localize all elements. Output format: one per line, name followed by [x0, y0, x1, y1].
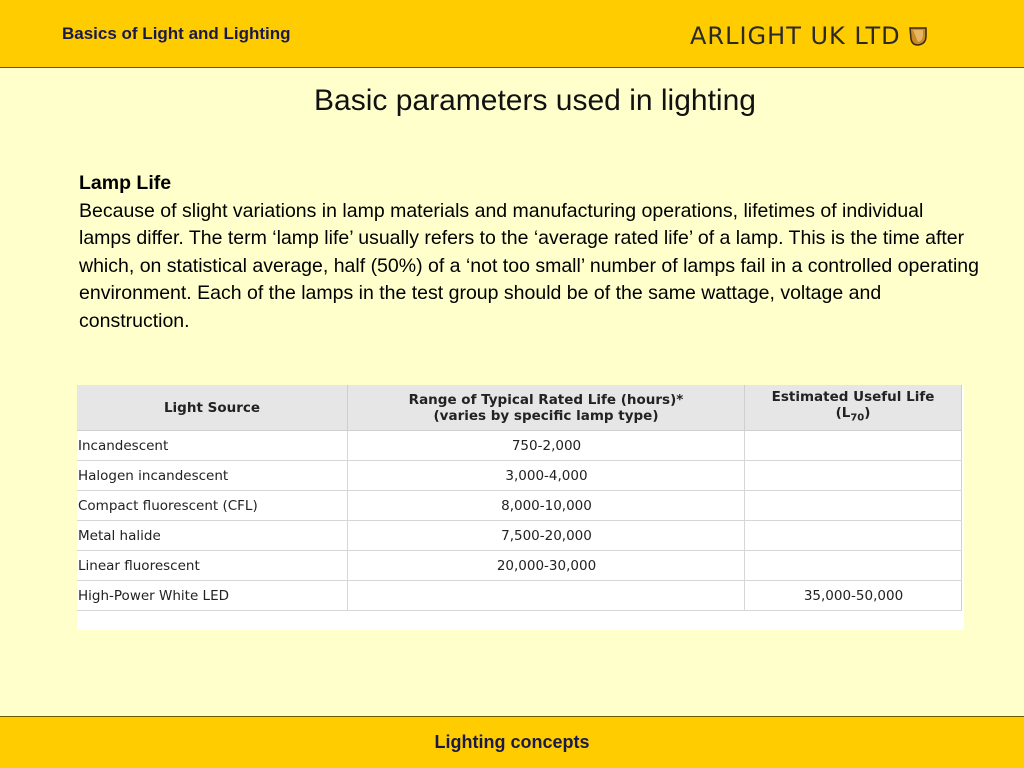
cell-useful-life: [745, 521, 962, 551]
header-band: [0, 0, 1024, 68]
lamp-life-section: [79, 170, 979, 335]
company-logo: [690, 22, 927, 50]
cell-light-source: Metal halide: [77, 521, 348, 551]
cell-rated-life: 7,500-20,000: [348, 521, 745, 551]
rated-header-line1: Range of Typical Rated Life (hours)*: [408, 391, 684, 408]
table-row: [77, 581, 962, 611]
table-row: [77, 461, 962, 491]
section-heading: Lamp Life: [79, 172, 172, 194]
table-row: [77, 551, 962, 581]
table-header-row: [77, 385, 962, 431]
table-row: [77, 431, 962, 461]
cell-useful-life: [745, 551, 962, 581]
column-header-rated-life: [348, 385, 745, 431]
cell-light-source: Incandescent: [77, 431, 348, 461]
slide-title: Basic parameters used in lighting: [314, 84, 756, 117]
bulb-logo-icon: [909, 26, 927, 46]
column-header-light-source: Light Source: [77, 385, 348, 431]
cell-light-source: Linear fluorescent: [77, 551, 348, 581]
cell-useful-life: [745, 431, 962, 461]
cell-useful-life: 35,000-50,000: [745, 581, 962, 611]
cell-rated-life: 750-2,000: [348, 431, 745, 461]
rated-header-line2: (varies by specific lamp type): [433, 407, 659, 424]
lamp-life-table: [77, 385, 962, 611]
table-row: [77, 521, 962, 551]
column-header-useful-life: [745, 385, 962, 431]
cell-light-source: Halogen incandescent: [77, 461, 348, 491]
table-row: [77, 491, 962, 521]
cell-rated-life: 20,000-30,000: [348, 551, 745, 581]
cell-rated-life: 8,000-10,000: [348, 491, 745, 521]
section-body: Because of slight variations in lamp materials and manufacturing operations, lifetimes of individual lamps differ. The term ‘lamp life’ usually refers to the ‘average rated life’ of a lamp. This is the time after which, on statistical average, half (50%) of a ‘not too small’ number of lamps fail in a controlled operating environment. Each of the lamps in the test group should be of the same wattage, voltage and construction.: [79, 199, 979, 332]
cell-useful-life: [745, 461, 962, 491]
useful-header-line1: Estimated Useful Life: [771, 388, 935, 405]
useful-header-line2: $(L_{70})$: [835, 404, 871, 424]
logo-text: ARLIGHT UK LTD: [690, 22, 901, 50]
cell-rated-life: [348, 581, 745, 611]
footer-text: Lighting concepts: [434, 732, 590, 752]
footer-band: [0, 716, 1024, 768]
cell-light-source: High-Power White LED: [77, 581, 348, 611]
lamp-life-table-container: [77, 385, 964, 630]
cell-rated-life: 3,000-4,000: [348, 461, 745, 491]
cell-light-source: Compact fluorescent (CFL): [77, 491, 348, 521]
cell-useful-life: [745, 491, 962, 521]
header-title: Basics of Light and Lighting: [62, 24, 291, 43]
